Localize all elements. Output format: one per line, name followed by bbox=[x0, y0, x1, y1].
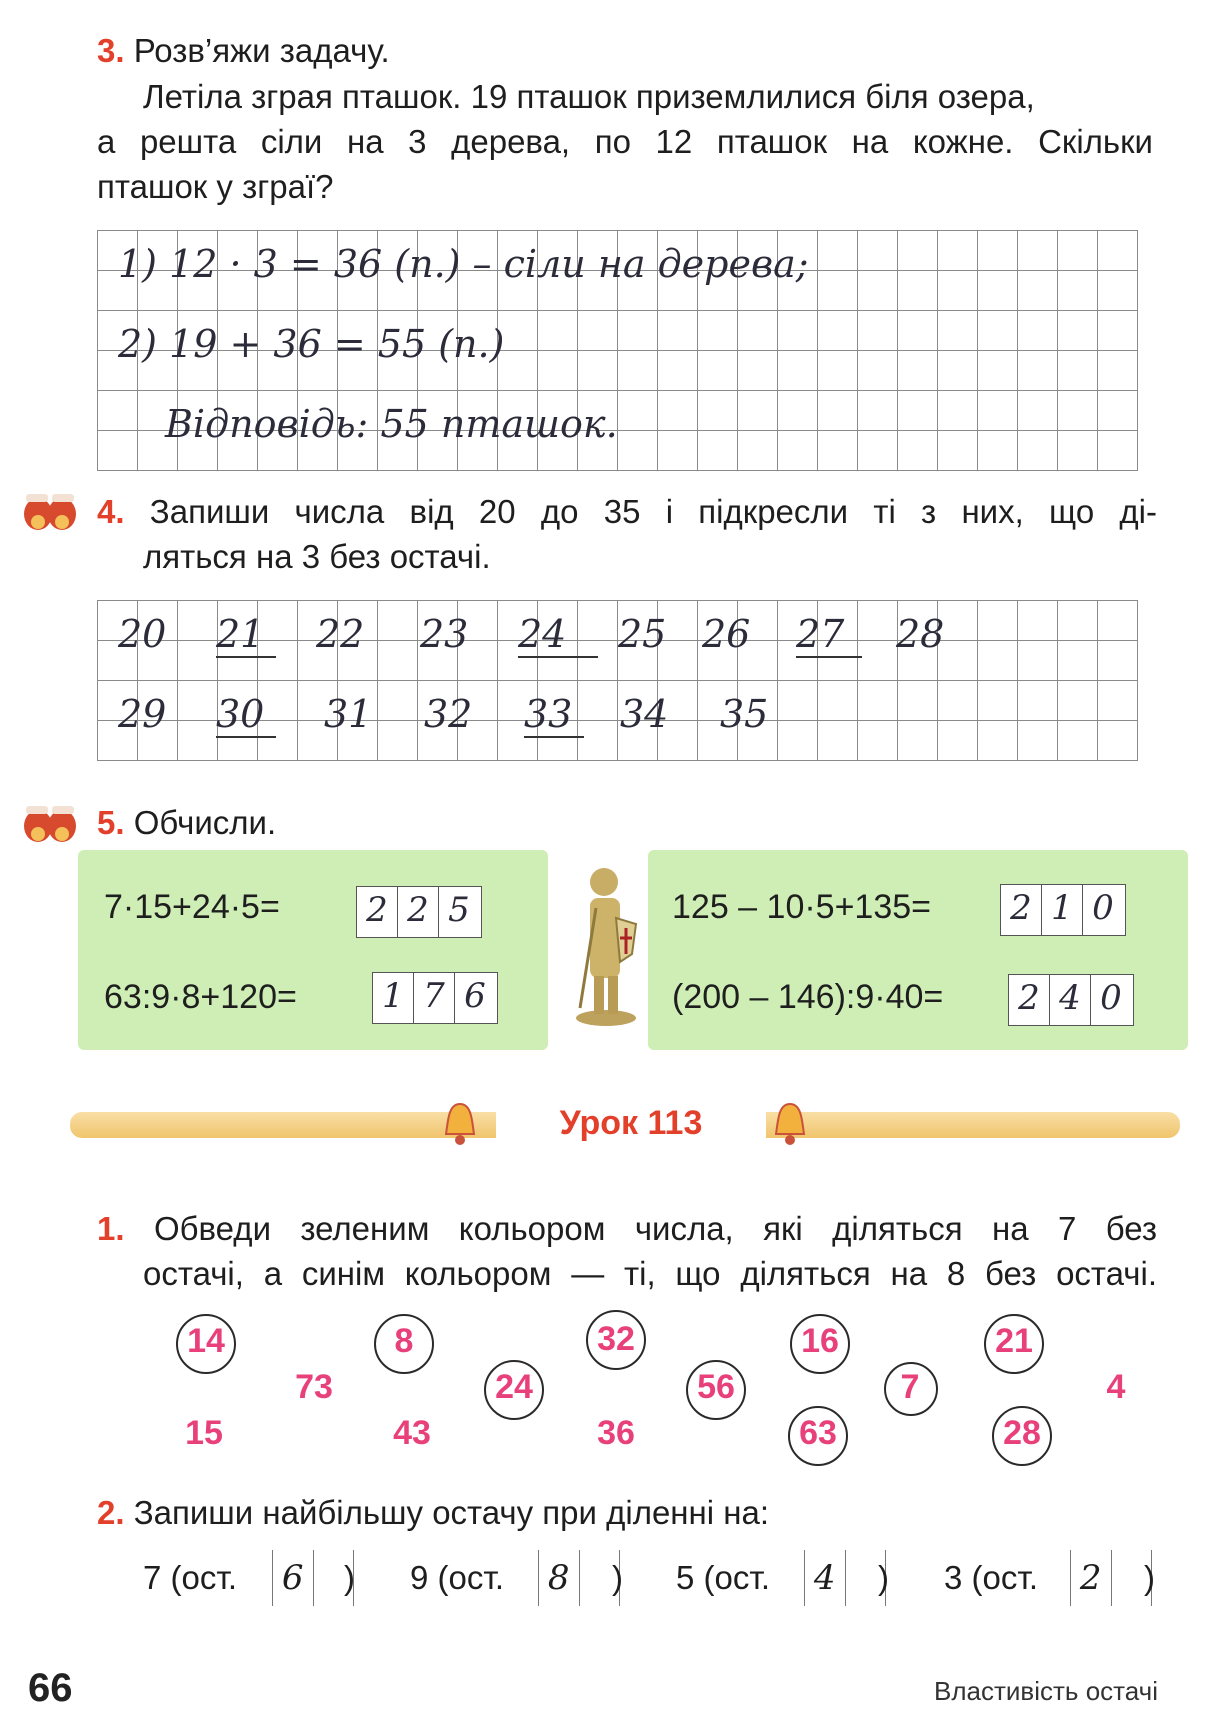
l1-number: 1. bbox=[97, 1210, 125, 1247]
task5-answer2 bbox=[372, 972, 498, 1024]
task4-num: 20 bbox=[118, 612, 167, 656]
number: 63 bbox=[799, 1414, 837, 1452]
task5-expr2: 63:9·8+120= bbox=[104, 978, 297, 1016]
task3-text-line2: а решта сіли на 3 дерева, по 12 пташок на кожне. Скільки bbox=[97, 123, 1153, 160]
task3-answer: Відповідь: 55 пташок. bbox=[165, 402, 618, 446]
number: 36 bbox=[597, 1414, 635, 1452]
number: 32 bbox=[597, 1320, 635, 1358]
task5-answer4 bbox=[1008, 974, 1134, 1026]
l2-item1-answer bbox=[272, 1550, 354, 1606]
task5-answer1 bbox=[356, 886, 482, 938]
answer-digit: 2 bbox=[1071, 1550, 1112, 1606]
close-paren: ) bbox=[612, 1559, 623, 1596]
l2-item4-label: 3 (ост. bbox=[944, 1559, 1038, 1596]
task3-text-line3: пташок у зграї? bbox=[97, 168, 334, 205]
task4-num: 23 bbox=[420, 612, 469, 656]
number: 56 bbox=[697, 1368, 735, 1406]
footer-topic: Властивість остачі bbox=[934, 1676, 1158, 1706]
task3-text-line1: Летіла зграя пташок. 19 пташок приземлилися біля озера, bbox=[143, 78, 1035, 115]
task4-row1 bbox=[118, 612, 956, 658]
task4-num-underlined: 24 bbox=[518, 612, 598, 658]
task4-num-underlined: 27 bbox=[796, 612, 862, 658]
answer-digit: 2 bbox=[357, 887, 398, 937]
task4-num: 31 bbox=[324, 692, 373, 736]
task3-solution-line1: 1) 12 · 3 = 36 (п.) – сіли на дерева; bbox=[118, 242, 809, 286]
l1-text-line2: остачі, а синім кольором — ті, що діляться на 8 без остачі. bbox=[143, 1255, 1157, 1292]
task5-expr3: 125 – 10·5+135= bbox=[672, 888, 932, 926]
number: 73 bbox=[295, 1368, 333, 1406]
page-number: 66 bbox=[28, 1666, 73, 1710]
number: 7 bbox=[900, 1368, 920, 1406]
task4-num: 28 bbox=[896, 612, 945, 656]
l2-heading bbox=[97, 1490, 769, 1535]
answer-digit: 1 bbox=[1042, 885, 1083, 935]
number: 21 bbox=[995, 1322, 1033, 1360]
task4-number: 4. bbox=[97, 493, 125, 530]
answer-digit: 5 bbox=[448, 890, 470, 930]
task4-num-underlined: 30 bbox=[216, 692, 276, 738]
bell-icon bbox=[440, 1100, 480, 1148]
close-paren: ) bbox=[344, 1559, 355, 1596]
answer-digit: 1 bbox=[373, 973, 414, 1023]
l1-text-line1 bbox=[97, 1206, 1157, 1251]
task4-num: 26 bbox=[702, 612, 751, 656]
number: 8 bbox=[394, 1322, 414, 1360]
l2-number: 2. bbox=[97, 1494, 125, 1531]
task5-expr4: (200 – 146):9·40= bbox=[672, 978, 944, 1016]
number: 14 bbox=[187, 1322, 225, 1360]
task4-text: Запиши числа від 20 до 35 і підкресли ті з них, що ді- bbox=[149, 493, 1158, 530]
answer-digit: 0 bbox=[1100, 978, 1122, 1018]
l1-text: Обведи зеленим кольором числа, які діляться на 7 без bbox=[153, 1210, 1158, 1247]
l2-item3-answer bbox=[804, 1550, 886, 1606]
task3-heading bbox=[97, 28, 390, 73]
task4-num: 22 bbox=[316, 612, 365, 656]
task4-num: 34 bbox=[620, 692, 669, 736]
task4-num: 29 bbox=[118, 692, 167, 736]
task3-number: 3. bbox=[97, 32, 125, 69]
knight-figurine-icon bbox=[566, 858, 646, 1028]
number: 43 bbox=[393, 1414, 431, 1452]
number: 15 bbox=[185, 1414, 223, 1452]
number: 24 bbox=[495, 1368, 533, 1406]
l2-item3-label: 5 (ост. bbox=[676, 1559, 770, 1596]
answer-digit: 0 bbox=[1092, 888, 1114, 928]
task4-num-underlined: 21 bbox=[216, 612, 276, 658]
task4-num: 32 bbox=[424, 692, 473, 736]
close-paren: ) bbox=[1144, 1559, 1155, 1596]
number: 28 bbox=[1003, 1414, 1041, 1452]
l2-item2-label: 9 (ост. bbox=[410, 1559, 504, 1596]
task3-solution-line2: 2) 19 + 36 = 55 (п.) bbox=[118, 322, 505, 366]
answer-digit: 6 bbox=[273, 1550, 314, 1606]
task5-answer3 bbox=[1000, 884, 1126, 936]
task4-row2 bbox=[118, 692, 800, 738]
task4-text-line1 bbox=[97, 489, 1157, 534]
answer-digit: 2 bbox=[398, 887, 439, 937]
l2-item2-answer bbox=[538, 1550, 620, 1606]
task5-heading bbox=[97, 800, 276, 845]
close-paren: ) bbox=[878, 1559, 889, 1596]
lesson-title: Урок 113 bbox=[559, 1104, 703, 1142]
answer-digit: 4 bbox=[805, 1550, 846, 1606]
number: 4 bbox=[1106, 1368, 1126, 1406]
task4-num: 35 bbox=[720, 692, 769, 736]
l2-title: Запиши найбільшу остачу при діленні на: bbox=[133, 1494, 770, 1531]
answer-digit: 2 bbox=[1001, 885, 1042, 935]
task4-num-underlined: 33 bbox=[524, 692, 584, 738]
task5-title: Обчисли. bbox=[133, 804, 277, 841]
number: 16 bbox=[801, 1322, 839, 1360]
answer-digit: 2 bbox=[1009, 975, 1050, 1025]
answer-digit: 8 bbox=[539, 1550, 580, 1606]
mittens-icon bbox=[20, 800, 80, 848]
task5-number: 5. bbox=[97, 804, 125, 841]
task4-num: 25 bbox=[618, 612, 667, 656]
answer-digit: 7 bbox=[414, 973, 455, 1023]
answer-digit: 4 bbox=[1050, 975, 1091, 1025]
mittens-icon bbox=[20, 488, 80, 536]
bell-icon bbox=[770, 1100, 810, 1148]
l2-item1-label: 7 (ост. bbox=[143, 1559, 237, 1596]
task4-text-line2: ляться на 3 без остачі. bbox=[143, 538, 491, 575]
answer-digit: 6 bbox=[464, 976, 486, 1016]
l2-item4-answer bbox=[1070, 1550, 1152, 1606]
task5-expr1: 7·15+24·5= bbox=[104, 888, 280, 926]
task3-title: Розв’яжи задачу. bbox=[133, 32, 390, 69]
